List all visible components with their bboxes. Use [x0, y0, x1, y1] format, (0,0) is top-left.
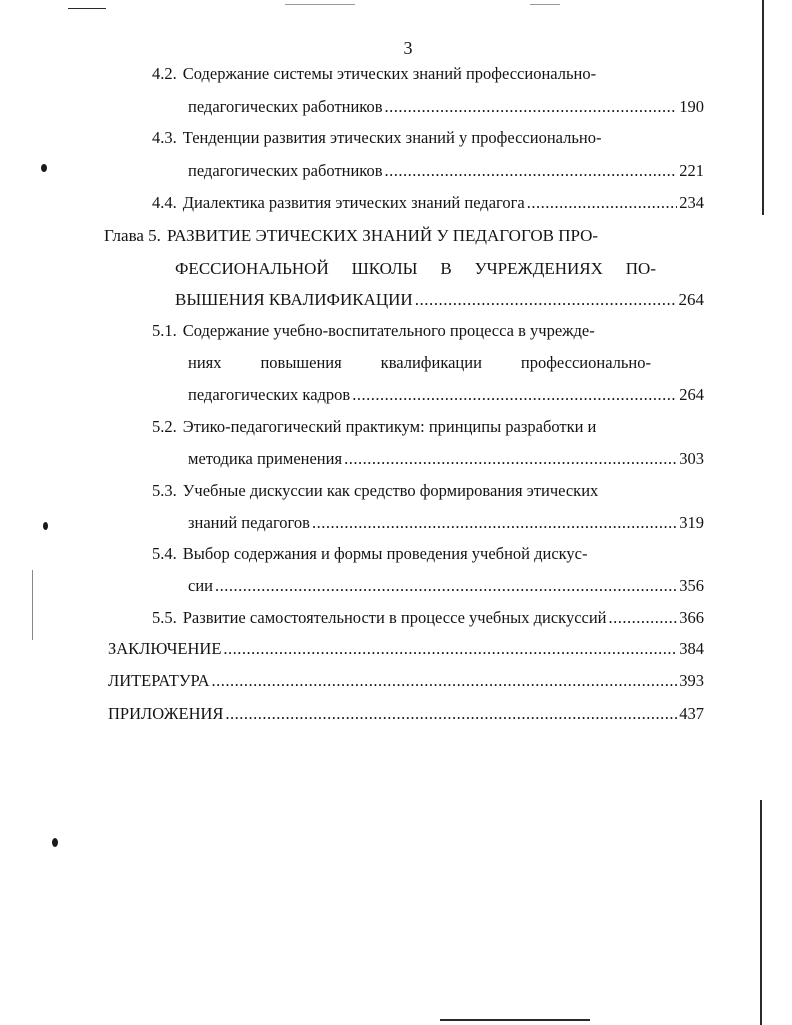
dot-leader: [385, 96, 678, 118]
toc-title: ниях повышения квалификации профессионально-: [188, 353, 651, 372]
toc-entry-literature: [108, 670, 704, 692]
chapter-title: РАЗВИТИЕ ЭТИЧЕСКИХ ЗНАНИЙ У ПЕДАГОГОВ ПРО-: [166, 226, 599, 245]
toc-title: Этико-педагогический практикум: принципы разработки и: [182, 417, 597, 436]
toc-title: Содержание системы этических знаний профессионально-: [182, 64, 597, 83]
toc-number: 5.3.: [152, 481, 177, 500]
toc-entry-5-1-line3: [188, 384, 704, 406]
toc-page: 264: [679, 385, 704, 404]
toc-title: педагогических работников: [188, 97, 383, 116]
toc-entry-conclusion: [108, 638, 704, 660]
toc-chapter-5-line2: [175, 258, 656, 280]
toc-page: 356: [679, 576, 704, 595]
toc-page: 190: [679, 97, 704, 116]
toc-number: 4.2.: [152, 64, 177, 83]
scan-top-line: [530, 4, 560, 5]
toc-page: 393: [679, 671, 704, 690]
toc-number: 5.1.: [152, 321, 177, 340]
punch-mark: [41, 164, 47, 172]
punch-mark: [43, 522, 48, 530]
toc-number: 5.4.: [152, 544, 177, 563]
toc-entry-5-2-line1: [152, 416, 704, 438]
toc-entry-5-1-line1: [152, 320, 704, 342]
toc-number: 4.3.: [152, 128, 177, 147]
toc-entry-4-2-line2: [188, 96, 704, 118]
toc-title: ЛИТЕРАТУРА: [108, 671, 210, 690]
toc-title: ПРИЛОЖЕНИЯ: [108, 704, 224, 723]
toc-entry-5-4-line1: [152, 543, 704, 565]
toc-page: 384: [679, 639, 704, 658]
toc-title: методика применения: [188, 449, 343, 468]
toc-title: Диалектика развития этических знаний педагога: [182, 193, 525, 212]
toc-title: Учебные дискуссии как средство формирования этических: [182, 481, 599, 500]
dot-leader: [212, 670, 678, 692]
scan-right-edge: [762, 0, 764, 215]
dot-leader: [352, 384, 677, 406]
toc-page: 303: [679, 449, 704, 468]
toc-title: Развитие самостоятельности в процессе учебных дискуссий: [182, 608, 607, 627]
toc-page: 234: [679, 193, 704, 212]
scan-left-edge: [32, 570, 33, 640]
toc-page: 221: [679, 161, 704, 180]
toc-title: Содержание учебно-воспитательного процесса в учрежде-: [182, 321, 595, 340]
toc-title: знаний педагогов: [188, 513, 310, 532]
scan-right-edge: [760, 800, 762, 1025]
toc-entry-4-3-line1: [152, 127, 704, 149]
dot-leader: [312, 512, 677, 534]
toc-number: 5.2.: [152, 417, 177, 436]
toc-title: Тенденции развития этических знаний у профессионально-: [182, 128, 602, 147]
dot-leader: [225, 703, 677, 725]
punch-mark: [52, 838, 58, 847]
toc-page: 319: [679, 513, 704, 532]
dot-leader: [215, 575, 677, 597]
toc-title: педагогических кадров: [188, 385, 351, 404]
toc-entry-4-4: [152, 192, 704, 214]
page-number: 3: [403, 38, 413, 58]
toc-title: Выбор содержания и формы проведения учебной дискус-: [182, 544, 588, 563]
chapter-title: ВЫШЕНИЯ КВАЛИФИКАЦИИ: [175, 290, 413, 309]
toc-number: 5.5.: [152, 608, 177, 627]
toc-entry-5-3-line1: [152, 480, 704, 502]
toc-title: ЗАКЛЮЧЕНИЕ: [108, 639, 222, 658]
toc-title: сии: [188, 576, 213, 595]
toc-entry-4-2-line1: [152, 63, 704, 85]
toc-entry-5-4-line2: [188, 575, 704, 597]
toc-chapter-5-line3: [175, 289, 704, 311]
scan-top-line: [285, 4, 355, 5]
dot-leader: [385, 160, 678, 182]
toc-title: педагогических работников: [188, 161, 383, 180]
dot-leader: [527, 192, 678, 214]
chapter-title: ФЕССИОНАЛЬНОЙ ШКОЛЫ В УЧРЕЖДЕНИЯХ ПО-: [175, 259, 656, 278]
dot-leader: [223, 638, 677, 660]
toc-entry-4-3-line2: [188, 160, 704, 182]
toc-number: 4.4.: [152, 193, 177, 212]
dot-leader: [344, 448, 677, 470]
toc-entry-5-1-line2: [188, 352, 651, 374]
toc-entry-5-2-line2: [188, 448, 704, 470]
toc-chapter-5-line1: [104, 225, 659, 247]
toc-page: 437: [679, 704, 704, 723]
toc-entry-5-5: [152, 607, 704, 629]
scan-bottom-line: [440, 1019, 590, 1021]
toc-page: 264: [678, 290, 704, 309]
toc-page: 366: [679, 608, 704, 627]
chapter-label: Глава 5.: [104, 226, 161, 245]
dot-leader: [609, 607, 678, 629]
toc-entry-appendices: [108, 703, 704, 725]
toc-entry-5-3-line2: [188, 512, 704, 534]
dot-leader: [415, 289, 677, 311]
scan-top-line: [68, 8, 106, 9]
